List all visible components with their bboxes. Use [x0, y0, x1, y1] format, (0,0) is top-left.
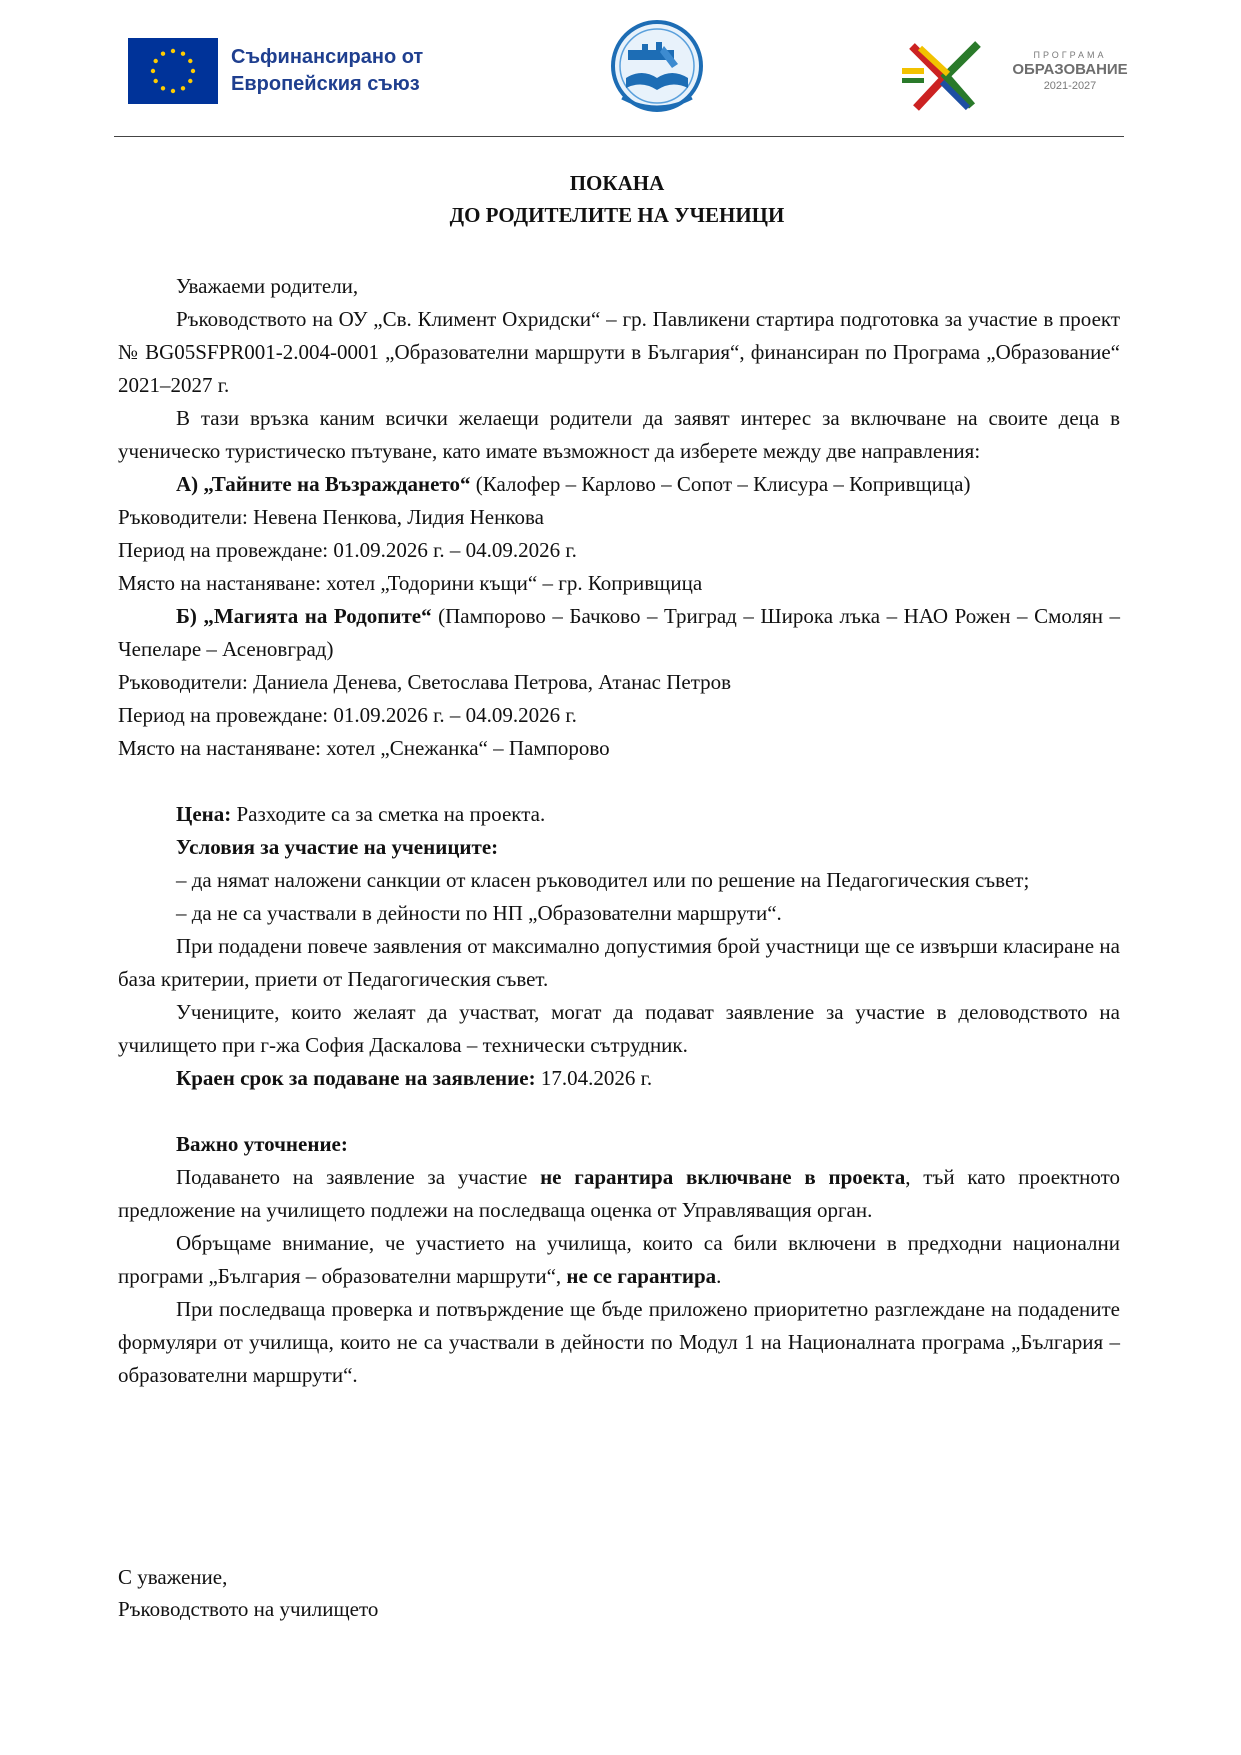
- education-program-logo: [902, 38, 988, 112]
- important-paragraph-2: Обръщаме внимание, че участието на училища, които са били включени в предходни национални програми „България – образователни маршрути“, не се гарантира.: [118, 1231, 1120, 1288]
- closing-line: С уважение,: [118, 1565, 228, 1589]
- intro-paragraph: Ръководството на ОУ „Св. Климент Охридски“ – гр. Павликени стартира подготовка за участие в проект № BG05SFPR001-2.004-0001 „Образователни маршрути в България“, финансиран по Програма „Образование“ 2021–2027 г.: [118, 307, 1120, 397]
- route-b-hotel: Място на настаняване: хотел „Снежанка“ – Пампорово: [118, 736, 610, 760]
- greeting: Уважаеми родители,: [176, 274, 359, 298]
- condition-item: – да нямат наложени санкции от класен ръководител или по решение на Педагогическия съвет;: [176, 868, 1030, 892]
- price-line: Цена: Разходите са за сметка на проекта.: [176, 802, 546, 826]
- important-paragraph-1: Подаването на заявление за участие не гарантира включване в проекта, тъй като проектното предложение на училището подлежи на последваща оценка от Управляващия орган.: [118, 1165, 1121, 1222]
- eu-flag-logo: [128, 38, 218, 104]
- document-title: ПОКАНА: [569, 171, 665, 195]
- letter-body: [118, 270, 1120, 1392]
- route-a-period: Период на провеждане: 01.09.2026 г. – 04.09.2026 г.: [118, 538, 577, 562]
- letterhead: [0, 0, 1241, 140]
- education-program-text: ПРОГРАМА ОБРАЗОВАНИЕ 2021-2027: [1012, 50, 1128, 92]
- route-b-leaders: Ръководители: Даниела Денева, Светослава Петрова, Атанас Петров: [118, 670, 732, 694]
- conditions-heading: Условия за участие на учениците:: [176, 835, 499, 859]
- deadline-line: Краен срок за подаване на заявление: 17.04.2026 г.: [176, 1066, 653, 1090]
- condition-item: – да не са участвали в дейности по НП „Образователни маршрути“.: [176, 901, 782, 925]
- apply-paragraph: Учениците, които желаят да участват, могат да подават заявление за участие в деловодството на училището при г-жа София Даскалова – технически сътрудник.: [118, 1000, 1120, 1057]
- ranking-paragraph: При подадени повече заявления от максимално допустимия брой участници ще се извърши класиране на база критерии, приети от Педагогическия съвет.: [118, 934, 1120, 991]
- route-b-period: Период на провеждане: 01.09.2026 г. – 04.09.2026 г.: [118, 703, 577, 727]
- important-heading: Важно уточнение:: [176, 1132, 348, 1156]
- signatory-line: Ръководството на училището: [118, 1597, 379, 1621]
- route-b-heading: Б) „Магията на Родопите“ (Пампорово – Бачково – Триград – Широка лъка – НАО Рожен – Смолян – Чепеларе – Асеновград): [118, 604, 1120, 661]
- school-emblem-logo: [604, 20, 710, 116]
- route-a-heading: А) „Тайните на Възраждането“ (Калофер – Карлово – Сопот – Клисура – Копривщица): [176, 472, 971, 496]
- signature-block: [118, 1561, 378, 1625]
- eu-cofunded-text: Съфинансирано от Европейския съюз: [231, 46, 424, 95]
- route-a-hotel: Място на настаняване: хотел „Тодорини къщи“ – гр. Копривщица: [118, 571, 703, 595]
- route-a-leaders: Ръководители: Невена Пенкова, Лидия Ненкова: [118, 505, 544, 529]
- invite-paragraph: В тази връзка каним всички желаещи родители да заявят интерес за включване на своите деца в ученическо туристическо пътуване, като имате възможност да изберете между две направления:: [118, 406, 1120, 463]
- document-subtitle: ДО РОДИТЕЛИТЕ НА УЧЕНИЦИ: [449, 203, 785, 227]
- header-divider: [114, 136, 1124, 137]
- important-paragraph-3: При последваща проверка и потвърждение ще бъде приложено приоритетно разглеждане на подадените формуляри от училища, които не са участвали в дейности по Модул 1 на Националната програма „България – образователни маршрути“.: [118, 1297, 1120, 1387]
